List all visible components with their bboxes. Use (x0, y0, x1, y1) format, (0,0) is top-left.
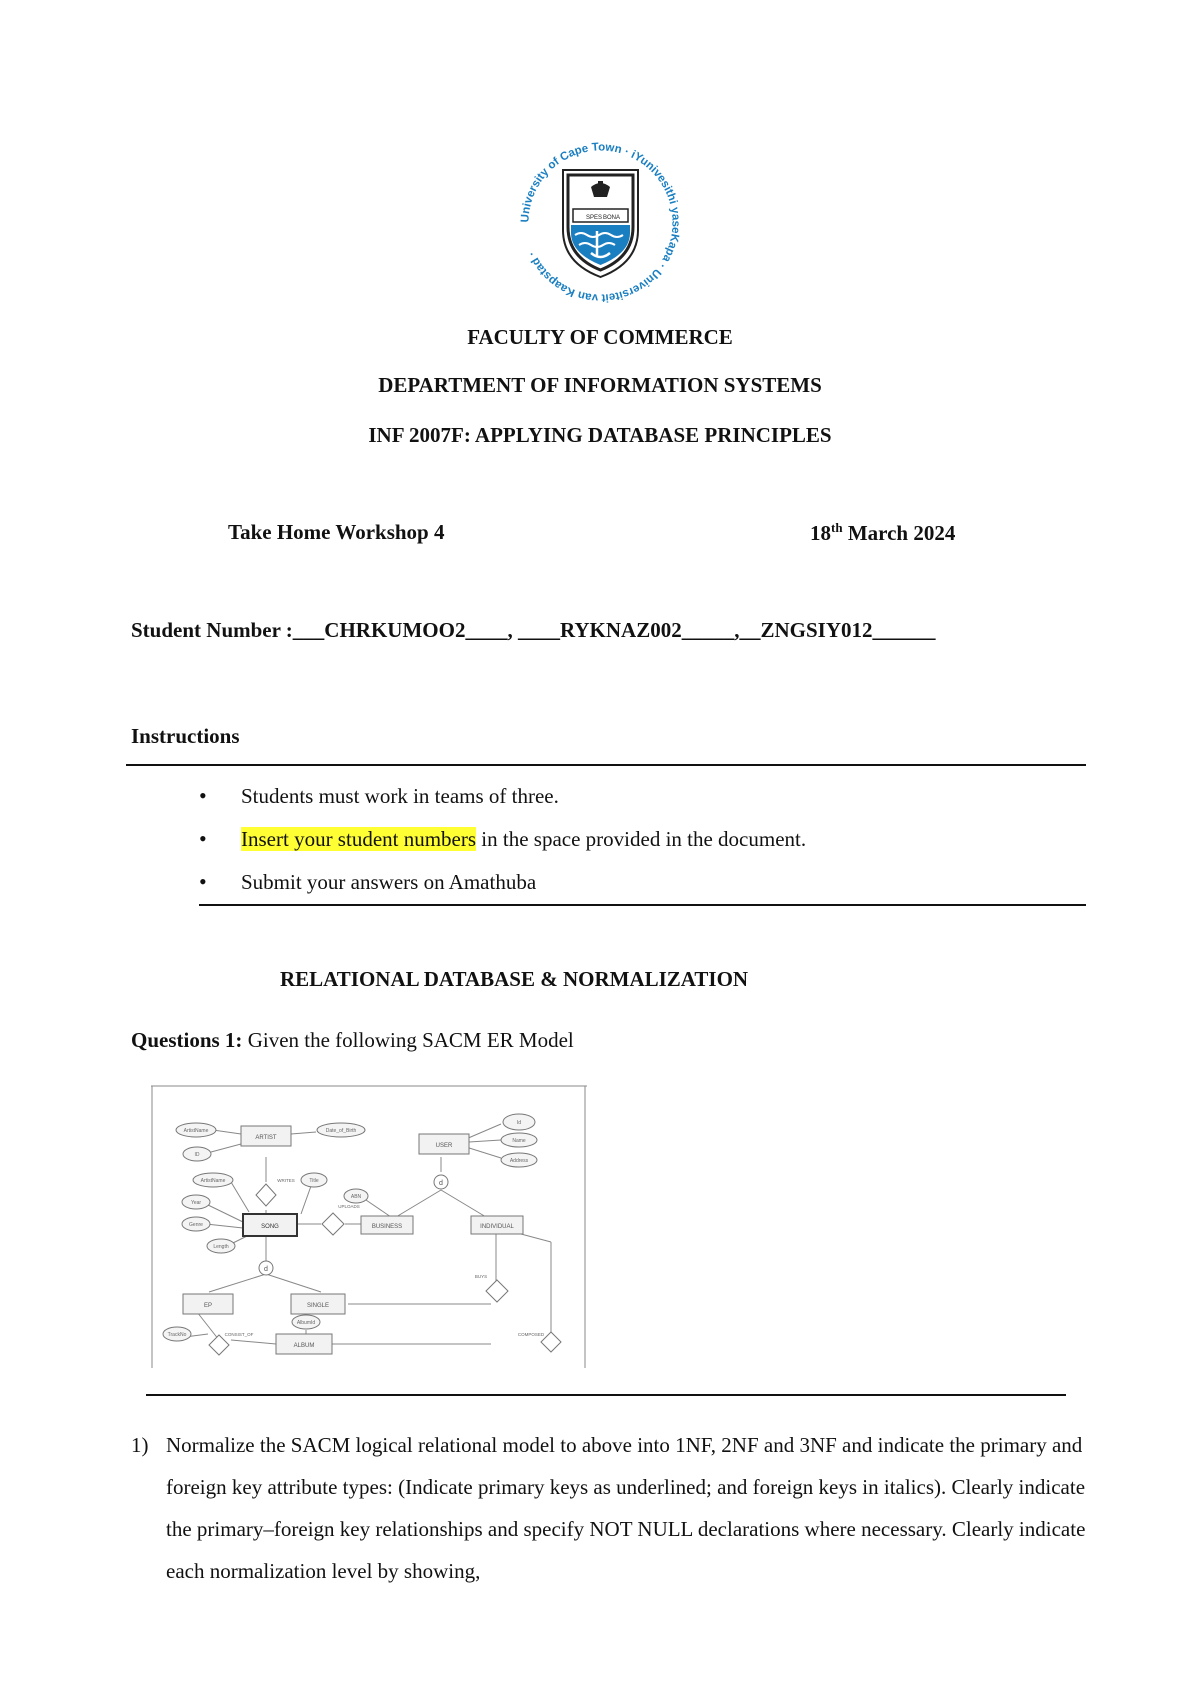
question-1-label: Questions 1: (131, 1028, 243, 1052)
instructions-list (199, 782, 806, 911)
question-1-part-1-text: Normalize the SACM logical relational model to above into 1NF, 2NF and 3NF and indicate the primary and foreign key attribute types: (Indicate primary keys as underlined; and foreign keys in italics). Clearly indicate the primary–foreign key relationships and specify NOT NULL declarations where necessary. Clearly indicate each normalization level by showing, (166, 1433, 1086, 1583)
instructions-top-rule (126, 764, 1086, 766)
svg-text:BUSINESS: BUSINESS (371, 1224, 403, 1230)
workshop-date (810, 520, 955, 546)
svg-text:CONSIST_OF: CONSIST_OF (224, 1332, 254, 1337)
svg-text:WRITES: WRITES (277, 1178, 295, 1183)
logo-ring-text: University of Cape Town · iYunivesithi yaseKapa · Universiteit van Kaapstad · (519, 141, 682, 304)
svg-text:Year: Year (190, 1200, 202, 1206)
svg-text:TrackNo: TrackNo (167, 1332, 187, 1338)
svg-text:INDIVIDUAL: INDIVIDUAL (480, 1224, 514, 1230)
svg-text:EP: EP (203, 1303, 213, 1309)
university-logo (513, 135, 688, 310)
svg-text:BONA: BONA (603, 215, 621, 221)
svg-text:d: d (439, 1180, 443, 1187)
list-item: • Students must work in teams of three. (199, 782, 806, 825)
student-number-line: Student Number :___CHRKUMOO2____, ____RYKNAZ002_____,__ZNGSIY012______ (131, 618, 936, 642)
date-suffix: th (831, 520, 843, 535)
question-1-text: Given the following SACM ER Model (242, 1028, 574, 1052)
highlighted-text: Insert your student numbers (241, 827, 477, 851)
question-1 (131, 1028, 574, 1053)
svg-text:SPES: SPES (586, 215, 603, 221)
svg-text:ArtistName: ArtistName (200, 1178, 226, 1184)
date-rest: March 2024 (842, 521, 956, 545)
svg-text:Title: Title (309, 1178, 319, 1184)
instructions-bottom-rule (199, 904, 1086, 906)
er-diagram (151, 1082, 587, 1368)
section-title: RELATIONAL DATABASE & NORMALIZATION (280, 967, 749, 991)
date-day: 18 (810, 521, 831, 545)
instructions-heading: Instructions (131, 724, 240, 748)
svg-text:Length: Length (213, 1244, 229, 1250)
svg-text:BUYS: BUYS (474, 1274, 488, 1279)
svg-text:UPLOADS: UPLOADS (338, 1204, 360, 1209)
svg-text:COMPOSED: COMPOSED (517, 1332, 545, 1337)
faculty-title: FACULTY OF COMMERCE (467, 325, 733, 349)
svg-text:d: d (264, 1266, 268, 1273)
workshop-title: Take Home Workshop 4 (228, 520, 445, 544)
svg-text:ARTIST: ARTIST (255, 1135, 277, 1141)
svg-text:ALBUM: ALBUM (293, 1343, 315, 1349)
course-title: INF 2007F: APPLYING DATABASE PRINCIPLES (368, 423, 832, 447)
svg-text:Id: Id (516, 1120, 522, 1126)
svg-text:Name: Name (512, 1138, 526, 1144)
svg-text:ArtistName: ArtistName (183, 1128, 209, 1134)
svg-text:Date_of_Birth: Date_of_Birth (325, 1128, 357, 1134)
svg-text:SINGLE: SINGLE (306, 1303, 330, 1309)
list-item: • Insert your student numbers in the space provided in the document. (199, 825, 806, 868)
question-1-part-1-number: 1) (131, 1433, 149, 1457)
svg-text:ABN: ABN (350, 1194, 362, 1200)
svg-text:AlbumId: AlbumId (296, 1320, 316, 1326)
list-item: • Submit your answers on Amathuba (199, 868, 806, 911)
department-title: DEPARTMENT OF INFORMATION SYSTEMS (378, 373, 822, 397)
svg-text:Genre: Genre (189, 1222, 203, 1228)
svg-text:USER: USER (435, 1143, 453, 1149)
diagram-bottom-rule (146, 1394, 1066, 1396)
svg-text:SONG: SONG (261, 1224, 279, 1230)
svg-text:ID: ID (194, 1152, 200, 1158)
svg-text:Address: Address (509, 1158, 529, 1164)
